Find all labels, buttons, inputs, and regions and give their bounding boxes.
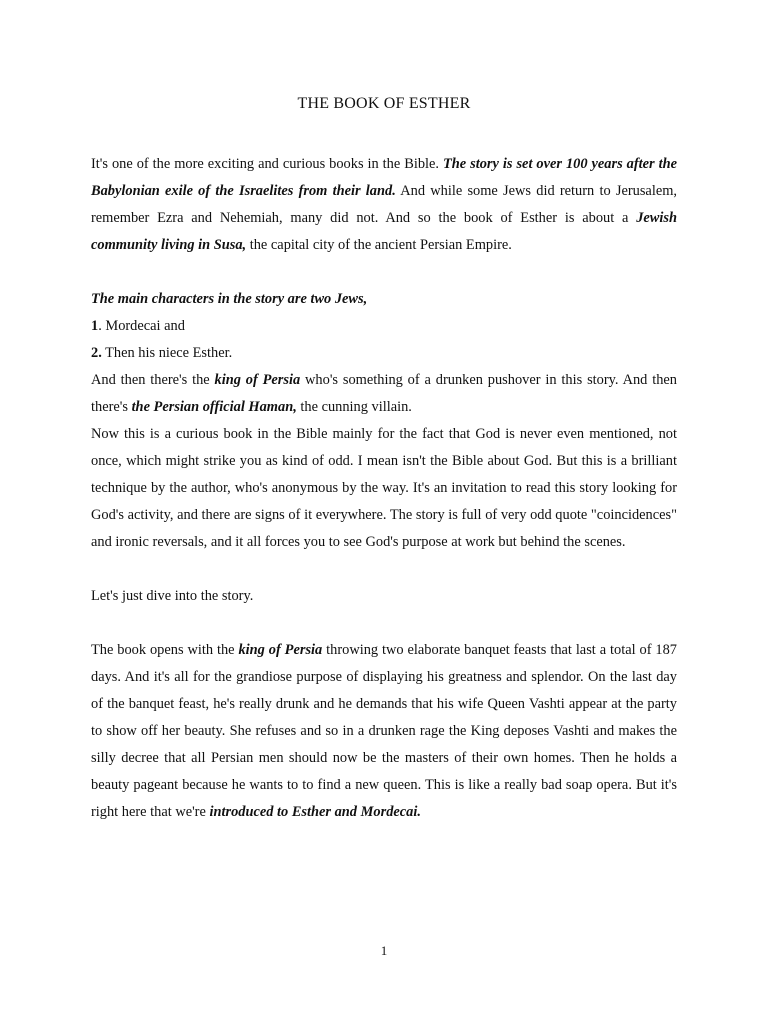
king-haman-emphasis-2: the Persian official Haman, (131, 399, 297, 415)
intro-paragraph (91, 151, 677, 259)
character-item-1-number: 1 (91, 318, 99, 334)
characters-heading-text: The main characters in the story are two Jews, (91, 291, 368, 307)
characters-heading (91, 286, 677, 313)
banquet-emphasis-2: introduced to Esther and Mordecai. (209, 804, 421, 820)
intro-emphasis-1: The story is set over 100 years after the Babylonian exile of the Israelites from their land. (91, 156, 677, 199)
paragraph-gap (91, 556, 677, 583)
character-item-2 (91, 340, 677, 367)
intro-emphasis-2: Jewish community living in Susa, (91, 210, 677, 253)
character-item-2-number: 2. (91, 345, 102, 361)
paragraph-gap (91, 610, 677, 637)
character-item-1 (91, 313, 677, 340)
character-item-1-text: . Mordecai and (98, 318, 185, 334)
document-title: THE BOOK OF ESTHER (297, 95, 471, 112)
banquet-text-2: throwing two elaborate banquet feasts that last a total of 187 days. And it's all for the grandiose purpose of displaying his greatness and splendor. On the last day of the banquet feast, he's really drunk and he demands that his wife Queen Vashti appear at the party to show off her beauty. She refuses and so in a drunken rage the King deposes Vashti and makes the silly decree that all Persian men should now be the masters of their own homes. Then he holds a beauty pageant because he wants to to find a new queen. This is like a really bad soap opera. But it's right here that we're (91, 642, 677, 820)
document-body (91, 151, 677, 826)
page-number: 1 (380, 943, 388, 958)
character-item-2-text: Then his niece Esther. (101, 345, 233, 361)
king-haman-paragraph (91, 367, 677, 421)
paragraph-gap (91, 259, 677, 286)
king-haman-text-2: who's something of a drunken pushover in this story. And then there's (91, 372, 677, 415)
intro-text-1: It's one of the more exciting and curious books in the Bible. (91, 156, 443, 172)
king-haman-text-1: And then there's the (91, 372, 215, 388)
intro-text-3: the capital city of the ancient Persian Empire. (246, 237, 512, 253)
dive-in-paragraph: Let's just dive into the story. (91, 588, 254, 604)
curious-book-paragraph: Now this is a curious book in the Bible mainly for the fact that God is never even mentioned, not once, which might strike you as kind of odd. I mean isn't the Bible about God. But this is a brilliant technique by the author, who's anonymous by the way. It's an invitation to read this story looking for God's activity, and there are signs of it everywhere. The story is full of very odd quote "coincidences" and ironic reversals, and it all forces you to see God's purpose at work but behind the scenes. (91, 426, 677, 550)
intro-text-2: And while some Jews did return to Jerusalem, remember Ezra and Nehemiah, many did not. And so the book of Esther is about a (91, 183, 678, 226)
banquet-emphasis-1: king of Persia (238, 642, 323, 658)
king-haman-text-3: the cunning villain. (296, 399, 412, 415)
banquet-text-1: The book opens with the (91, 642, 239, 658)
banquet-paragraph (91, 637, 677, 826)
king-haman-emphasis-1: king of Persia (214, 372, 301, 388)
